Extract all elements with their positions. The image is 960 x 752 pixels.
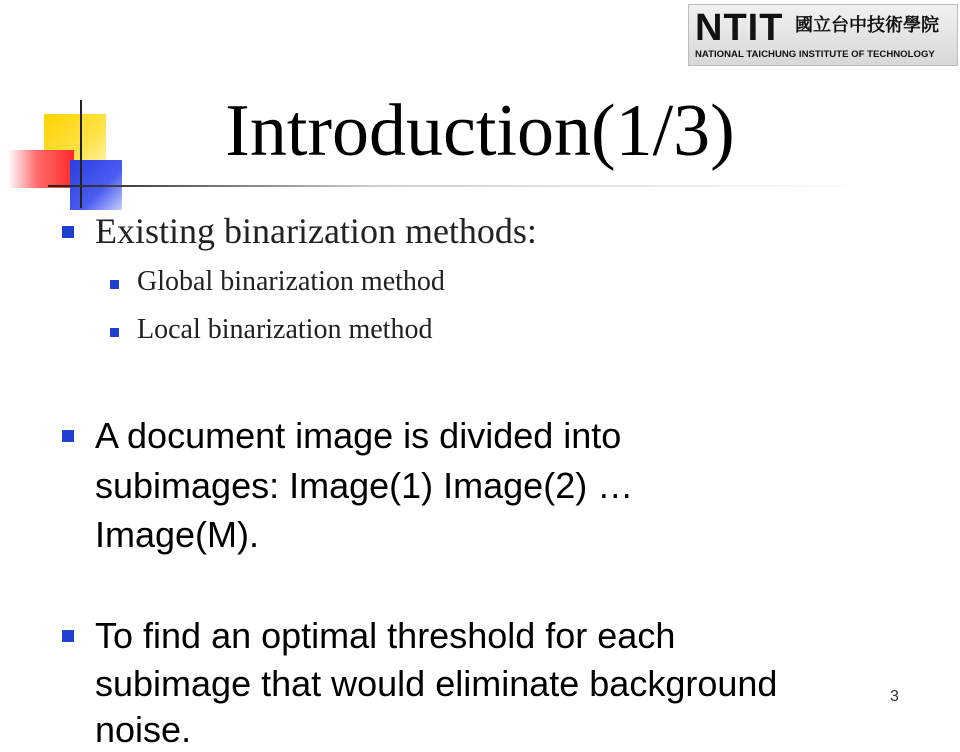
bullet-text-line: noise.: [95, 709, 192, 750]
logo-chinese-name: 國立台中技術學院: [795, 15, 939, 36]
bullet-marker-icon: [62, 430, 74, 442]
bullet-text-line: A document image is divided into: [95, 415, 622, 456]
bullet-text-line: subimages: Image(1) Image(2) …: [95, 465, 634, 506]
slide-title: Introduction(1/3): [225, 90, 735, 172]
page-number: 3: [890, 688, 899, 705]
logo-english-name: NATIONAL TAICHUNG INSTITUTE OF TECHNOLOGY: [695, 49, 935, 60]
sub-bullet-text: Global binarization method: [137, 266, 445, 297]
institution-logo: [688, 4, 958, 66]
bullet-text-line: Image(M).: [95, 514, 260, 555]
sub-bullet-marker-icon: [110, 280, 119, 289]
bullet-text-line: To find an optimal threshold for each: [95, 615, 676, 656]
logo-abbreviation: NTIT: [695, 7, 784, 49]
bullet-text-line: subimage that would eliminate background: [95, 663, 778, 704]
bullet-text: Existing binarization methods:: [95, 211, 537, 251]
title-underline: [48, 185, 868, 187]
sub-bullet-text: Local binarization method: [137, 314, 433, 345]
bullet-marker-icon: [62, 226, 74, 238]
bullet-marker-icon: [62, 630, 74, 642]
sub-bullet-marker-icon: [110, 328, 119, 337]
